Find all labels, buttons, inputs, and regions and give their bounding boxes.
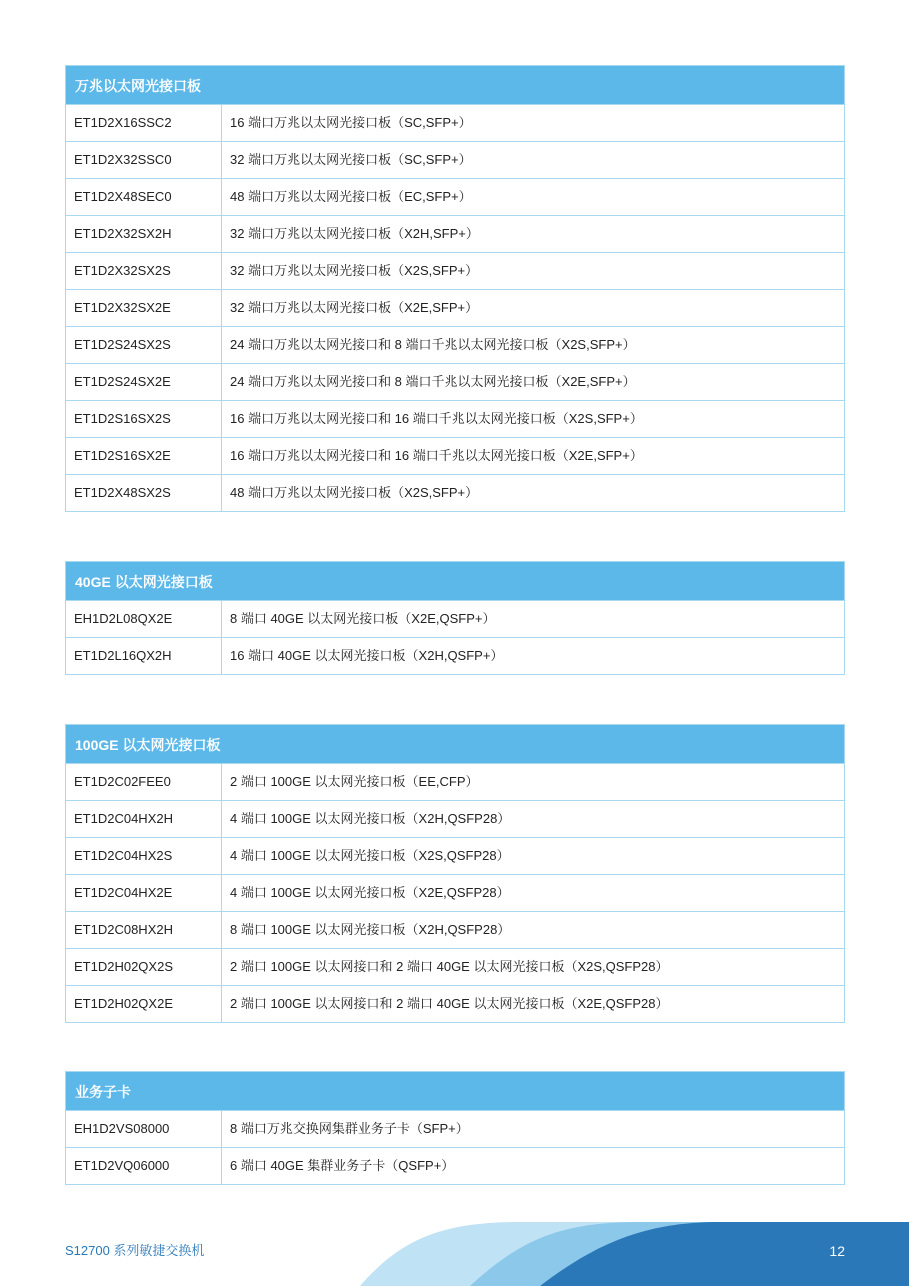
table-row bbox=[65, 801, 845, 838]
description-cell: 24 端口万兆以太网光接口和 8 端口千兆以太网光接口板（X2E,SFP+） bbox=[230, 374, 636, 389]
table-row bbox=[65, 764, 845, 801]
section-title: 40GE 以太网光接口板 bbox=[65, 561, 845, 601]
model-code-cell: ET1D2H02QX2S bbox=[66, 949, 222, 985]
description-cell: 8 端口 40GE 以太网光接口板（X2E,QSFP+） bbox=[230, 611, 496, 626]
table-row bbox=[65, 216, 845, 253]
table-row bbox=[65, 949, 845, 986]
model-code-cell: ET1D2C08HX2H bbox=[66, 912, 222, 948]
table-row bbox=[65, 327, 845, 364]
section-service-subcard bbox=[65, 1071, 845, 1185]
section-title: 100GE 以太网光接口板 bbox=[65, 724, 845, 764]
model-code-cell: ET1D2S16SX2E bbox=[66, 438, 222, 474]
table-row bbox=[65, 601, 845, 638]
model-code-cell: EH1D2VS08000 bbox=[66, 1111, 222, 1147]
model-code-cell: ET1D2S24SX2S bbox=[66, 327, 222, 363]
description-cell: 4 端口 100GE 以太网光接口板（X2H,QSFP28） bbox=[230, 811, 511, 826]
description-cell: 8 端口 100GE 以太网光接口板（X2H,QSFP28） bbox=[230, 922, 511, 937]
model-code-cell: ET1D2L16QX2H bbox=[66, 638, 222, 674]
table-row bbox=[65, 1148, 845, 1185]
description-cell: 2 端口 100GE 以太网接口和 2 端口 40GE 以太网光接口板（X2E,QSFP28） bbox=[230, 996, 669, 1011]
description-cell: 32 端口万兆以太网光接口板（X2S,SFP+） bbox=[230, 263, 479, 278]
section-title: 业务子卡 bbox=[65, 1071, 845, 1111]
description-cell: 32 端口万兆以太网光接口板（X2H,SFP+） bbox=[230, 226, 479, 241]
model-code-cell: ET1D2C04HX2E bbox=[66, 875, 222, 911]
description-cell: 24 端口万兆以太网光接口和 8 端口千兆以太网光接口板（X2S,SFP+） bbox=[230, 337, 636, 352]
table-row bbox=[65, 142, 845, 179]
page-number: 12 bbox=[829, 1243, 845, 1259]
table-row bbox=[65, 364, 845, 401]
description-cell: 8 端口万兆交换网集群业务子卡（SFP+） bbox=[230, 1121, 469, 1136]
footer-document-title: S12700 系列敏捷交换机 bbox=[65, 1243, 205, 1258]
table-row bbox=[65, 105, 845, 142]
table-row bbox=[65, 401, 845, 438]
model-code-cell: ET1D2H02QX2E bbox=[66, 986, 222, 1022]
table-row bbox=[65, 838, 845, 875]
model-code-cell: ET1D2C04HX2S bbox=[66, 838, 222, 874]
table-row bbox=[65, 986, 845, 1023]
model-code-cell: ET1D2X16SSC2 bbox=[66, 105, 222, 141]
model-code-cell: ET1D2S24SX2E bbox=[66, 364, 222, 400]
model-code-cell: ET1D2X32SX2H bbox=[66, 216, 222, 252]
description-cell: 32 端口万兆以太网光接口板（X2E,SFP+） bbox=[230, 300, 479, 315]
model-code-cell: ET1D2X48SEC0 bbox=[66, 179, 222, 215]
description-cell: 2 端口 100GE 以太网接口和 2 端口 40GE 以太网光接口板（X2S,QSFP28） bbox=[230, 959, 669, 974]
description-cell: 16 端口万兆以太网光接口和 16 端口千兆以太网光接口板（X2E,SFP+） bbox=[230, 448, 643, 463]
description-cell: 48 端口万兆以太网光接口板（EC,SFP+） bbox=[230, 189, 472, 204]
table-row bbox=[65, 253, 845, 290]
description-cell: 32 端口万兆以太网光接口板（SC,SFP+） bbox=[230, 152, 472, 167]
description-cell: 16 端口 40GE 以太网光接口板（X2H,QSFP+） bbox=[230, 648, 504, 663]
table-row bbox=[65, 475, 845, 512]
section-100ge-optical bbox=[65, 724, 845, 1023]
model-code-cell: ET1D2X32SX2E bbox=[66, 290, 222, 326]
model-code-cell: ET1D2VQ06000 bbox=[66, 1148, 222, 1184]
model-code-cell: ET1D2S16SX2S bbox=[66, 401, 222, 437]
description-cell: 16 端口万兆以太网光接口板（SC,SFP+） bbox=[230, 115, 472, 130]
description-cell: 48 端口万兆以太网光接口板（X2S,SFP+） bbox=[230, 485, 479, 500]
description-cell: 4 端口 100GE 以太网光接口板（X2E,QSFP28） bbox=[230, 885, 510, 900]
description-cell: 4 端口 100GE 以太网光接口板（X2S,QSFP28） bbox=[230, 848, 510, 863]
model-code-cell: ET1D2X48SX2S bbox=[66, 475, 222, 511]
table-row bbox=[65, 1111, 845, 1148]
section-10ge-optical bbox=[65, 65, 845, 512]
description-cell: 6 端口 40GE 集群业务子卡（QSFP+） bbox=[230, 1158, 455, 1173]
section-40ge-optical bbox=[65, 561, 845, 675]
table-row bbox=[65, 438, 845, 475]
model-code-cell: EH1D2L08QX2E bbox=[66, 601, 222, 637]
table-row bbox=[65, 875, 845, 912]
table-row bbox=[65, 290, 845, 327]
table-row bbox=[65, 638, 845, 675]
table-row bbox=[65, 179, 845, 216]
table-row bbox=[65, 912, 845, 949]
section-title: 万兆以太网光接口板 bbox=[65, 65, 845, 105]
description-cell: 2 端口 100GE 以太网光接口板（EE,CFP） bbox=[230, 774, 479, 789]
model-code-cell: ET1D2C02FEE0 bbox=[66, 764, 222, 800]
model-code-cell: ET1D2C04HX2H bbox=[66, 801, 222, 837]
model-code-cell: ET1D2X32SX2S bbox=[66, 253, 222, 289]
description-cell: 16 端口万兆以太网光接口和 16 端口千兆以太网光接口板（X2S,SFP+） bbox=[230, 411, 643, 426]
model-code-cell: ET1D2X32SSC0 bbox=[66, 142, 222, 178]
